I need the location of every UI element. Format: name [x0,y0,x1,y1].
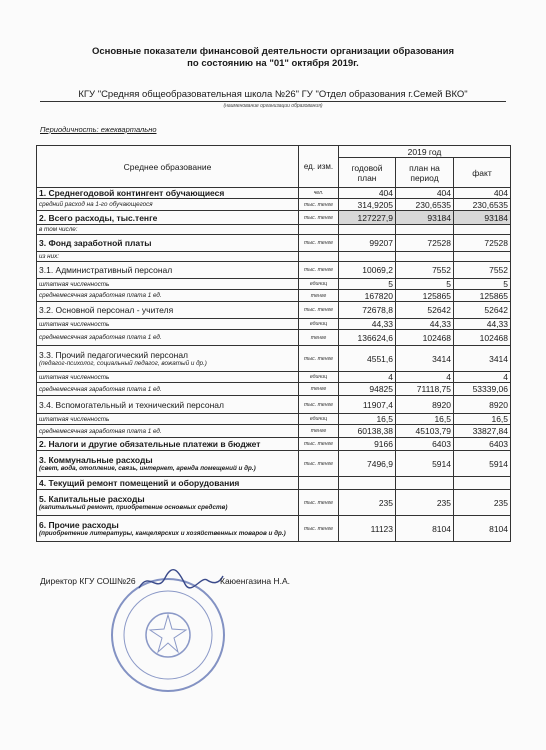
row-label-text: 3.4. Вспомогательный и технический персонал [39,399,224,410]
table-row [37,290,511,302]
row-period: 230,6535 [396,199,454,211]
row-fact: 5914 [454,451,511,477]
row-label-text: штатная численность [39,320,110,328]
table-row [37,235,511,252]
row-label [37,438,299,451]
col-header-name: Среднее образование [37,146,299,188]
row-plan: 235 [339,490,396,516]
row-unit: единиц [299,372,339,383]
row-unit: тыс. тенге [299,199,339,211]
col-header-plan: годовой план [339,158,396,188]
row-label-text: в том числе: [39,226,78,233]
table-row [37,451,511,477]
row-fact [454,477,511,490]
row-fact: 33827,84 [454,425,511,438]
row-label [37,199,299,211]
table-row [37,188,511,199]
table-row [37,425,511,438]
table-row [37,279,511,290]
row-unit: тыс. тенге [299,302,339,319]
organization-note: (наименование организации образования) [223,103,323,109]
row-plan: 7496,9 [339,451,396,477]
row-unit: тыс. тенге [299,396,339,414]
row-plan: 60138,38 [339,425,396,438]
row-fact: 53339,06 [454,383,511,396]
row-label [37,346,299,372]
row-period [396,225,454,235]
row-label-text: 4. Текущий ремонт помещений и оборудования [39,478,240,488]
row-period: 16,5 [396,414,454,425]
row-period: 44,33 [396,319,454,330]
table-row [37,372,511,383]
table-row [37,383,511,396]
row-period: 3414 [396,346,454,372]
row-fact: 404 [454,188,511,199]
row-label [37,279,299,290]
row-fact: 72528 [454,235,511,252]
row-fact: 16,5 [454,414,511,425]
table-row [37,199,511,211]
row-unit: тенге [299,425,339,438]
col-header-period: план на период [396,158,454,188]
row-unit: тенге [299,290,339,302]
row-label [37,414,299,425]
row-sublabel: (свет, вода, отопление, связь, интернет, аренда помещений и др.) [39,465,256,472]
row-plan [339,252,396,262]
row-label-text: 2. Всего расходы, тыс.тенге [39,212,158,223]
row-fact: 3414 [454,346,511,372]
row-label [37,262,299,279]
row-period: 72528 [396,235,454,252]
row-plan: 72678,8 [339,302,396,319]
row-plan: 9166 [339,438,396,451]
row-period: 45103,79 [396,425,454,438]
row-label [37,396,299,414]
row-label-text: среднемесячная заработная плата 1 ед. [39,292,162,299]
row-unit [299,477,339,490]
row-unit: единиц [299,414,339,425]
row-label [37,425,299,438]
row-label-text: 3.2. Основной персонал - учителя [39,305,174,315]
row-label-text: 1. Среднегодовой контингент обучающиеся [39,188,225,198]
row-plan [339,477,396,490]
row-plan: 44,33 [339,319,396,330]
row-sublabel: (приобретение литературы, канцелярских и хозяйственных товаров и др.) [39,530,286,537]
row-label-text: среднемесячная заработная плата 1 ед. [39,334,162,341]
row-unit: тенге [299,383,339,396]
row-label [37,451,299,477]
row-fact: 125865 [454,290,511,302]
col-header-unit: ед. изм. [299,146,339,188]
row-period: 235 [396,490,454,516]
row-label-text: средний расход на 1-го обучающегося [39,201,153,208]
row-label-text: штатная численность [39,415,110,423]
row-period: 4 [396,372,454,383]
row-plan: 404 [339,188,396,199]
table-row [37,330,511,346]
row-unit: тыс. тенге [299,451,339,477]
row-period: 93184 [396,211,454,225]
table-row [37,211,511,225]
row-unit: тыс. тенге [299,346,339,372]
row-period: 404 [396,188,454,199]
row-label [37,225,299,235]
row-label-text: штатная численность [39,373,110,381]
row-label [37,477,299,490]
row-fact [454,225,511,235]
row-unit: тыс. тенге [299,211,339,225]
row-plan: 127227,9 [339,211,396,225]
col-header-year: 2019 год [339,146,511,158]
row-label-text: из них: [39,253,60,260]
row-label-text: штатная численность [39,280,110,288]
row-unit: тыс. тенге [299,516,339,542]
row-plan: 5 [339,279,396,290]
row-plan: 314,9205 [339,199,396,211]
signature-label: Директор КГУ СОШ№26 [40,576,136,586]
financial-table [36,145,511,542]
row-label-text: 5. Капитальные расходы [39,494,145,504]
row-label-text: 6. Прочие расходы [39,520,119,530]
row-fact: 6403 [454,438,511,451]
row-label [37,490,299,516]
table-row [37,396,511,414]
row-plan: 94825 [339,383,396,396]
table-row [37,438,511,451]
row-fact: 8920 [454,396,511,414]
row-fact: 44,33 [454,319,511,330]
table-row [37,490,511,516]
row-unit: тыс. тенге [299,262,339,279]
row-fact [454,252,511,262]
row-unit: тыс. тенге [299,235,339,252]
row-label-text: 3. Коммунальные расходы [39,455,153,465]
row-label [37,319,299,330]
row-period: 8920 [396,396,454,414]
signature-scribble [135,566,225,596]
row-label [37,188,299,199]
row-unit: тыс. тенге [299,438,339,451]
row-plan [339,225,396,235]
row-label [37,372,299,383]
row-plan: 11123 [339,516,396,542]
table-row [37,225,511,235]
row-label [37,302,299,319]
organization-name: КГУ "Средняя общеобразовательная школа №26" ГУ "Отдел образования г.Семей ВКО" [40,89,506,102]
row-unit: единиц [299,279,339,290]
signature-name: Каюенгазина Н.А. [220,576,290,586]
row-label-text: среднемесячная заработная плата 1 ед. [39,427,162,435]
row-label [37,252,299,262]
row-unit: чел. [299,188,339,199]
row-unit: единиц [299,319,339,330]
row-unit: тенге [299,330,339,346]
row-label-text: 2. Налоги и другие обязательные платежи в бюджет [39,439,261,449]
row-label-text: 3.3. Прочий педагогический персонал [39,350,189,360]
table-row [37,302,511,319]
table-row [37,516,511,542]
table-row [37,477,511,490]
table-row [37,262,511,279]
row-plan: 11907,4 [339,396,396,414]
row-period: 102468 [396,330,454,346]
row-fact: 230,6535 [454,199,511,211]
row-label-text: 3.1. Административный персонал [39,265,173,275]
row-label [37,211,299,225]
row-plan: 99207 [339,235,396,252]
row-label [37,330,299,346]
row-fact: 93184 [454,211,511,225]
row-sublabel: (педагог-психолог, социальный педагог, вожатый и др.) [39,360,207,367]
periodicity: Периодичность: ежеквартально [40,125,157,134]
row-plan: 167820 [339,290,396,302]
row-period [396,252,454,262]
report-title-line2: по состоянию на "01" октября 2019г. [187,58,359,69]
row-label-text: среднемесячная заработная плата 1 ед. [39,385,162,393]
row-label-text: 3. Фонд заработной платы [39,238,152,248]
row-plan: 10069,2 [339,262,396,279]
row-period [396,477,454,490]
row-period: 71118,75 [396,383,454,396]
row-period: 5914 [396,451,454,477]
table-row [37,346,511,372]
row-unit: тыс. тенге [299,490,339,516]
row-period: 52642 [396,302,454,319]
row-period: 7552 [396,262,454,279]
row-fact: 102468 [454,330,511,346]
row-plan: 4 [339,372,396,383]
row-label [37,235,299,252]
row-fact: 52642 [454,302,511,319]
report-title-line1: Основные показатели финансовой деятельности организации образования [91,46,455,57]
row-period: 125865 [396,290,454,302]
row-period: 8104 [396,516,454,542]
table-row [37,319,511,330]
row-fact: 5 [454,279,511,290]
table-row [37,414,511,425]
row-unit [299,252,339,262]
row-fact: 4 [454,372,511,383]
row-label [37,516,299,542]
row-fact: 235 [454,490,511,516]
row-fact: 8104 [454,516,511,542]
table-row [37,252,511,262]
row-fact: 7552 [454,262,511,279]
row-period: 5 [396,279,454,290]
row-label [37,383,299,396]
row-plan: 4551,6 [339,346,396,372]
row-plan: 16,5 [339,414,396,425]
row-unit [299,225,339,235]
row-period: 6403 [396,438,454,451]
row-plan: 136624,6 [339,330,396,346]
row-label [37,290,299,302]
row-sublabel: (капитальный ремонт, приобретение основных средств) [39,504,228,511]
col-header-fact: факт [454,158,511,188]
